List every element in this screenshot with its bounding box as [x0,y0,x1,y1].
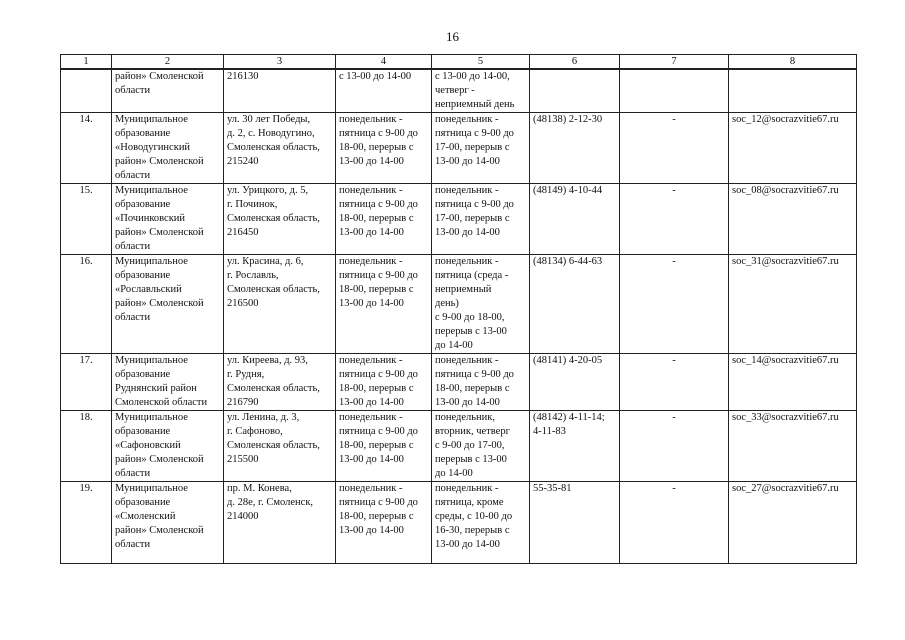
address-cell: ул. Урицкого, д. 5, г. Починок, Смоленская область, 216450 [224,184,336,255]
column-header: 6 [530,55,620,70]
working-hours-cell: понедельник - пятница с 9-00 до 18-00, перерыв с 13-00 до 14-00 [336,184,432,255]
municipality-name-cell: Муниципальное образование «Починковский район» Смоленской области [112,184,224,255]
reception-hours-cell: понедельник - пятница (среда - неприемный день) с 9-00 до 18-00, перерыв с 13-00 до 14-00 [432,255,530,354]
working-hours-cell: понедельник - пятница с 9-00 до 18-00, перерыв с 13-00 до 14-00 [336,255,432,354]
fax-cell: - [620,411,729,482]
email-cell [729,69,857,113]
municipality-name-cell: Муниципальное образование Руднянский район Смоленской области [112,354,224,411]
row-number-cell: 16. [61,255,112,354]
working-hours-cell: понедельник - пятница с 9-00 до 18-00, перерыв с 13-00 до 14-00 [336,482,432,564]
reception-hours-cell: понедельник, вторник, четверг с 9-00 до 17-00, перерыв с 13-00 до 14-00 [432,411,530,482]
working-hours-cell: понедельник - пятница с 9-00 до 18-00, перерыв с 13-00 до 14-00 [336,354,432,411]
address-cell: ул. Киреева, д. 93, г. Рудня, Смоленская область, 216790 [224,354,336,411]
working-hours-cell: понедельник - пятница с 9-00 до 18-00, перерыв с 13-00 до 14-00 [336,113,432,184]
reception-hours-cell: с 13-00 до 14-00, четверг - неприемный день [432,69,530,113]
reception-hours-cell: понедельник - пятница с 9-00 до 17-00, перерыв с 13-00 до 14-00 [432,113,530,184]
municipality-name-cell: Муниципальное образование «Рославльский район» Смоленской области [112,255,224,354]
phone-cell: (48142) 4-11-14; 4-11-83 [530,411,620,482]
column-header: 8 [729,55,857,70]
column-header: 3 [224,55,336,70]
fax-cell: - [620,113,729,184]
table-row [61,255,857,354]
working-hours-cell: с 13-00 до 14-00 [336,69,432,113]
row-number-cell: 18. [61,411,112,482]
column-header: 5 [432,55,530,70]
reception-hours-cell: понедельник - пятница с 9-00 до 17-00, перерыв с 13-00 до 14-00 [432,184,530,255]
table-row [61,113,857,184]
table-row [61,69,857,113]
table-row [61,482,857,564]
email-cell: soc_14@socrazvitie67.ru [729,354,857,411]
row-number-cell: 17. [61,354,112,411]
fax-cell [620,69,729,113]
reception-hours-cell: понедельник - пятница с 9-00 до 18-00, перерыв с 13-00 до 14-00 [432,354,530,411]
fax-cell: - [620,354,729,411]
email-cell: soc_27@socrazvitie67.ru [729,482,857,564]
reception-hours-cell: понедельник - пятница, кроме среды, с 10-00 до 16-30, перерыв с 13-00 до 14-00 [432,482,530,564]
email-cell: soc_31@socrazvitie67.ru [729,255,857,354]
table-row [61,411,857,482]
municipality-name-cell: район» Смоленской области [112,69,224,113]
email-cell: soc_12@socrazvitie67.ru [729,113,857,184]
address-cell: 216130 [224,69,336,113]
phone-cell: 55-35-81 [530,482,620,564]
municipality-name-cell: Муниципальное образование «Новодугинский район» Смоленской области [112,113,224,184]
phone-cell: (48141) 4-20-05 [530,354,620,411]
fax-cell: - [620,184,729,255]
column-header: 2 [112,55,224,70]
phone-cell: (48138) 2-12-30 [530,113,620,184]
phone-cell: (48134) 6-44-63 [530,255,620,354]
table-row [61,184,857,255]
column-header: 7 [620,55,729,70]
row-number-cell: 19. [61,482,112,564]
email-cell: soc_08@socrazvitie67.ru [729,184,857,255]
phone-cell [530,69,620,113]
municipality-name-cell: Муниципальное образование «Смоленский район» Смоленской области [112,482,224,564]
fax-cell: - [620,255,729,354]
address-cell: ул. Ленина, д. 3, г. Сафоново, Смоленская область, 215500 [224,411,336,482]
page-number: 16 [446,29,459,44]
email-cell: soc_33@socrazvitie67.ru [729,411,857,482]
address-cell: ул. Красина, д. 6, г. Рославль, Смоленская область, 216500 [224,255,336,354]
column-header: 1 [61,55,112,70]
column-number-row [61,55,857,70]
municipality-name-cell: Муниципальное образование «Сафоновский район» Смоленской области [112,411,224,482]
table-row [61,354,857,411]
row-number-cell [61,69,112,113]
phone-cell: (48149) 4-10-44 [530,184,620,255]
row-number-cell: 14. [61,113,112,184]
address-cell: ул. 30 лет Победы, д. 2, с. Новодугино, Смоленская область, 215240 [224,113,336,184]
fax-cell: - [620,482,729,564]
working-hours-cell: понедельник - пятница с 9-00 до 18-00, перерыв с 13-00 до 14-00 [336,411,432,482]
column-header: 4 [336,55,432,70]
row-number-cell: 15. [61,184,112,255]
offices-table [60,54,857,564]
address-cell: пр. М. Конева, д. 28е, г. Смоленск, 214000 [224,482,336,564]
